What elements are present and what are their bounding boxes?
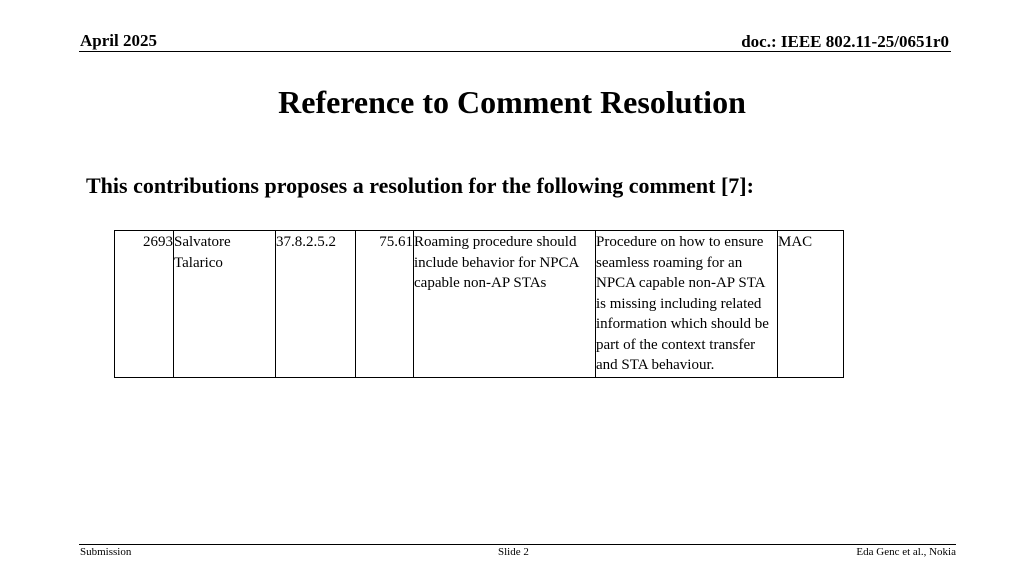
header-divider [79, 51, 951, 52]
cell-commenter: Salvatore Talarico [174, 231, 276, 378]
cell-cid: 2693 [115, 231, 174, 378]
footer-author: Eda Genc et al., Nokia [856, 546, 956, 558]
comment-table [114, 230, 844, 378]
cell-clause: 37.8.2.5.2 [276, 231, 356, 378]
footer-divider [79, 544, 956, 545]
cell-page-line: 75.61 [356, 231, 414, 378]
table-row [115, 231, 844, 378]
cell-proposed-change: Procedure on how to ensure seamless roaming for an NPCA capable non-AP STA is missing including related information which should be part of the context transfer and STA behaviour. [596, 231, 778, 378]
footer-submission: Submission [80, 546, 132, 558]
slide-intro: This contributions proposes a resolution for the following comment [7]: [86, 173, 754, 198]
cell-category: MAC [778, 231, 844, 378]
cell-comment: Roaming procedure should include behavior for NPCA capable non-AP STAs [414, 231, 596, 378]
slide-title: Reference to Comment Resolution [278, 84, 746, 120]
footer-slide-number: Slide 2 [498, 546, 529, 558]
header-doc-id: doc.: IEEE 802.11-25/0651r0 [741, 32, 949, 51]
header-date: April 2025 [80, 31, 157, 50]
